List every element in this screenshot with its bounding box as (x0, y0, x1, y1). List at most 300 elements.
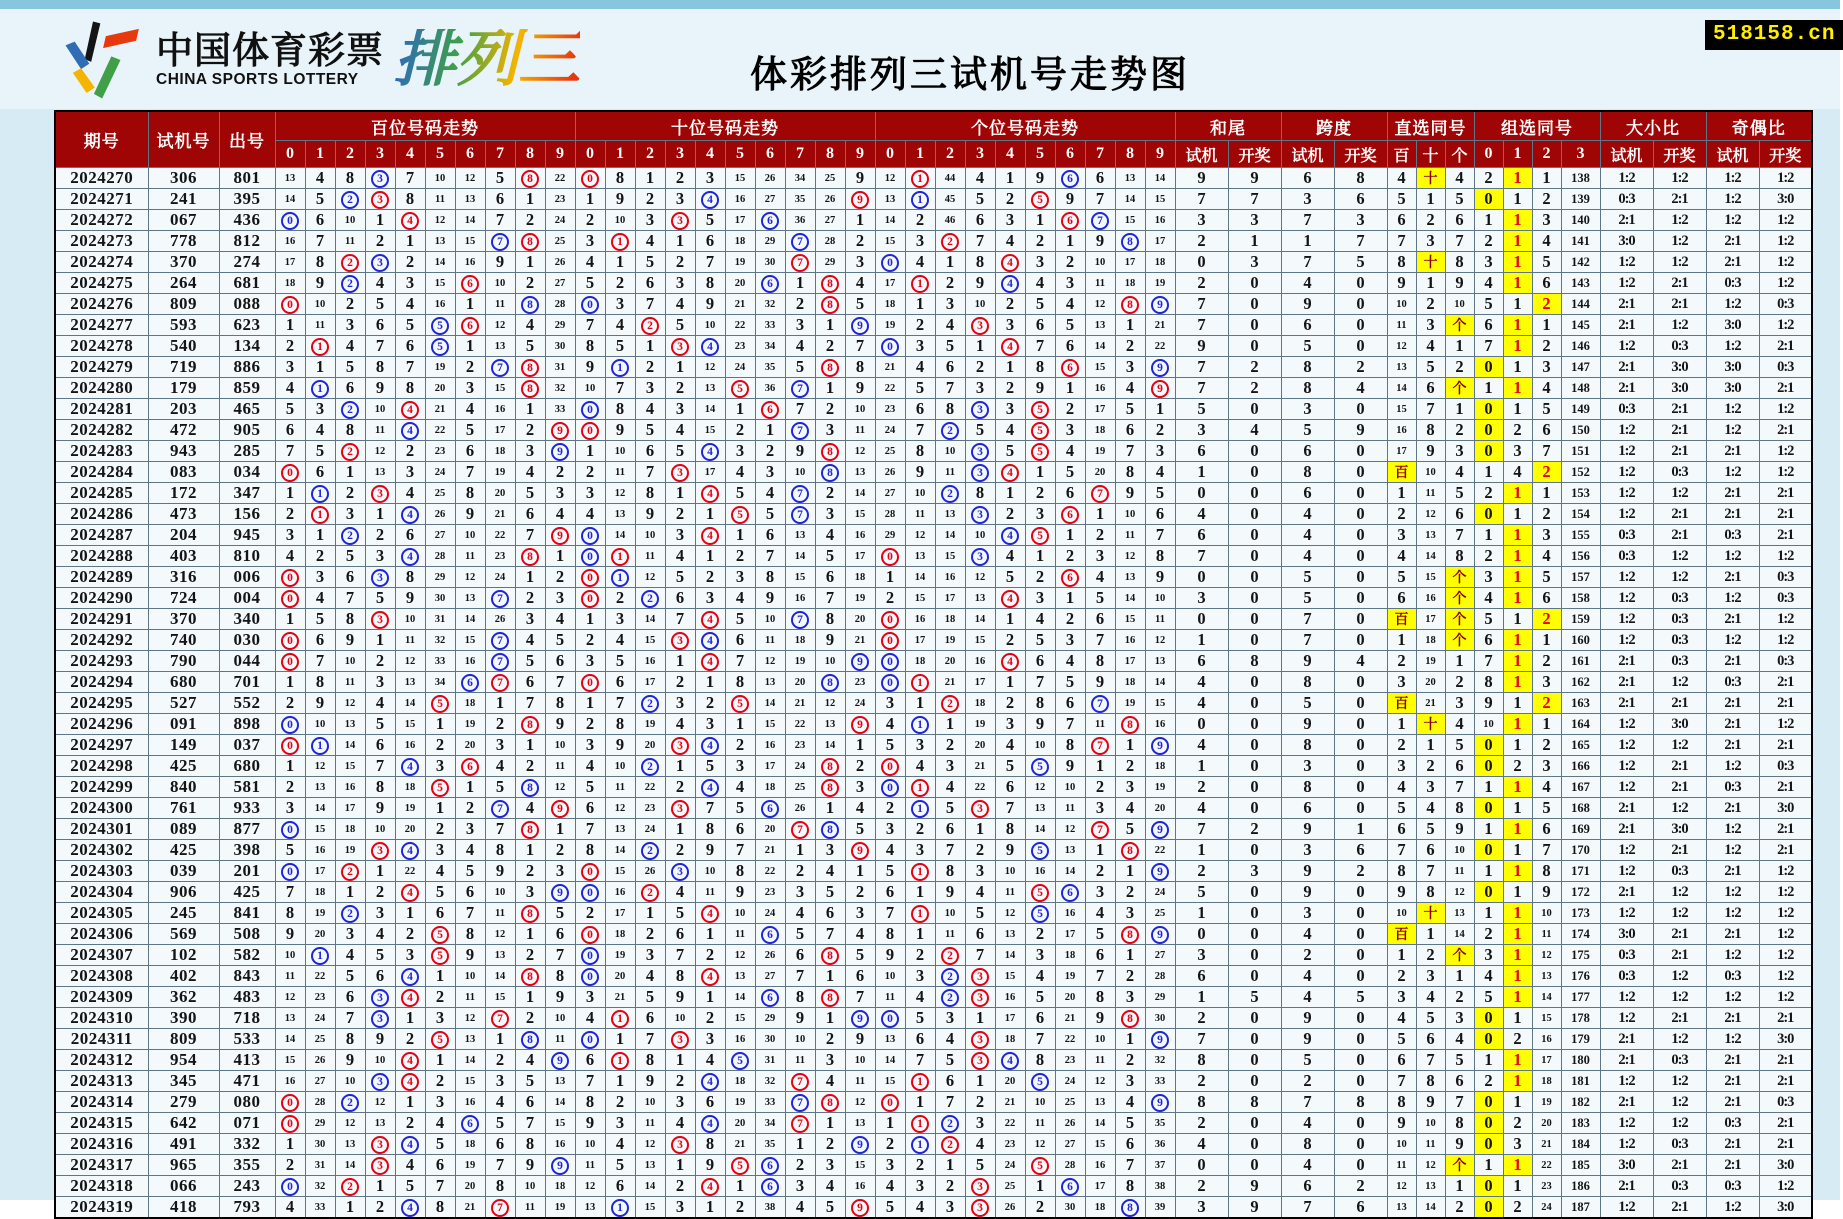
miss-count-cell: 15 (905, 588, 935, 609)
miss-count-cell: 12 (1145, 630, 1175, 651)
sum-span-cell: 6 (1281, 1176, 1334, 1197)
miss-count-cell: 17 (1145, 231, 1175, 252)
red-circle-digit: 4 (401, 401, 419, 419)
ratio-cell: 1:2 (1653, 1071, 1706, 1092)
miss-count-cell: 1 (935, 714, 965, 735)
draw-digit-cell (335, 861, 365, 882)
miss-count-cell: 35 (1145, 1113, 1175, 1134)
group-triple-count-cell: 162 (1561, 672, 1600, 693)
direct-miss-cell: 8 (1416, 1071, 1445, 1092)
miss-count-cell: 5 (845, 294, 875, 315)
ratio-cell: 2:1 (1759, 840, 1812, 861)
ratio-cell: 2:1 (1653, 1008, 1706, 1029)
miss-count-cell: 15 (965, 630, 995, 651)
ratio-cell: 2:1 (1706, 714, 1759, 735)
miss-count-cell: 6 (1145, 504, 1175, 525)
miss-count-cell: 16 (605, 882, 635, 903)
miss-count-cell: 21 (455, 1197, 485, 1219)
miss-count-cell: 8 (395, 567, 425, 588)
miss-count-cell: 14 (1055, 861, 1085, 882)
miss-count-cell: 4 (635, 399, 665, 420)
blue-circle-digit: 0 (581, 884, 599, 902)
miss-count-cell: 3 (515, 882, 545, 903)
miss-count-cell: 16 (905, 609, 935, 630)
sum-span-cell: 0 (1228, 756, 1281, 777)
miss-count-cell: 2 (365, 651, 395, 672)
group-header: 直选同号 (1387, 111, 1474, 141)
blue-circle-digit: 9 (1151, 737, 1169, 755)
miss-count-cell: 17 (755, 756, 785, 777)
miss-count-cell: 3 (305, 567, 335, 588)
miss-count-cell: 23 (545, 189, 575, 210)
miss-count-cell: 8 (575, 336, 605, 357)
group-miss-cell: 23 (1532, 1176, 1561, 1197)
draw-digit-cell (1025, 1155, 1055, 1176)
sum-span-cell: 9 (1281, 861, 1334, 882)
direct-miss-cell: 14 (1387, 378, 1416, 399)
blue-circle-digit: 7 (491, 800, 509, 818)
group-triple-count-cell: 151 (1561, 441, 1600, 462)
group-match-cell: 2 (1532, 294, 1561, 315)
blue-circle-digit: 1 (311, 380, 329, 398)
red-circle-digit: 6 (461, 758, 479, 776)
blue-circle-digit: 7 (491, 233, 509, 251)
group-triple-count-cell: 168 (1561, 798, 1600, 819)
blue-circle-digit: 9 (1151, 863, 1169, 881)
miss-count-cell: 20 (995, 1071, 1025, 1092)
miss-count-cell: 15 (1145, 189, 1175, 210)
miss-count-cell: 5 (305, 189, 335, 210)
miss-count-cell: 9 (845, 378, 875, 399)
red-circle-digit: 9 (851, 716, 869, 734)
test-digit-cell (275, 210, 305, 231)
blue-circle-digit: 9 (1151, 296, 1169, 314)
ratio-cell: 1:2 (1600, 483, 1653, 504)
sum-span-cell: 5 (1281, 336, 1334, 357)
miss-count-cell: 8 (545, 966, 575, 987)
miss-count-cell: 7 (275, 882, 305, 903)
blue-circle-digit: 0 (581, 968, 599, 986)
miss-count-cell: 8 (815, 609, 845, 630)
test-number-cell: 039 (148, 861, 219, 882)
sum-span-cell: 0 (1228, 567, 1281, 588)
ratio-cell: 2:1 (1600, 672, 1653, 693)
miss-count-cell: 1 (995, 483, 1025, 504)
blue-circle-digit: 4 (401, 1136, 419, 1154)
miss-count-cell: 1 (455, 294, 485, 315)
ratio-cell: 2:1 (1706, 798, 1759, 819)
site-url-badge[interactable]: 518158.cn (1705, 20, 1843, 50)
miss-count-cell: 32 (755, 294, 785, 315)
miss-count-cell: 4 (845, 798, 875, 819)
sum-span-cell: 4 (1281, 987, 1334, 1008)
draw-digit-cell (1025, 189, 1055, 210)
ratio-cell: 1:2 (1759, 945, 1812, 966)
test-digit-cell (335, 189, 365, 210)
sum-span-cell: 2 (1281, 1071, 1334, 1092)
draw-digit-cell (725, 693, 755, 714)
miss-count-cell: 1 (515, 840, 545, 861)
miss-count-cell: 11 (605, 777, 635, 798)
table-row (55, 420, 1812, 441)
sum-span-cell: 1 (1175, 462, 1228, 483)
miss-count-cell: 1 (635, 336, 665, 357)
test-digit-cell (575, 945, 605, 966)
direct-match-cell: 个 (1445, 378, 1474, 399)
red-circle-digit: 3 (971, 1031, 989, 1049)
miss-count-cell: 9 (575, 1113, 605, 1134)
sum-span-cell: 0 (1228, 315, 1281, 336)
sum-span-cell: 4 (1281, 273, 1334, 294)
draw-digit-cell (1145, 378, 1175, 399)
miss-count-cell: 21 (1145, 315, 1175, 336)
sub-header: 试机 (1600, 141, 1653, 168)
miss-count-cell: 2 (305, 546, 335, 567)
group-match-cell: 0 (1474, 1113, 1503, 1134)
direct-miss-cell: 7 (1387, 840, 1416, 861)
sum-span-cell: 1 (1175, 630, 1228, 651)
miss-count-cell: 7 (455, 462, 485, 483)
ratio-cell: 2:1 (1706, 693, 1759, 714)
blue-circle-digit: 7 (791, 380, 809, 398)
miss-count-cell: 5 (365, 945, 395, 966)
test-digit-cell (755, 1176, 785, 1197)
miss-count-cell: 3 (875, 693, 905, 714)
miss-count-cell: 8 (275, 903, 305, 924)
group-miss-cell: 2 (1532, 735, 1561, 756)
ratio-cell: 2:1 (1759, 336, 1812, 357)
sum-span-cell: 3 (1281, 903, 1334, 924)
test-digit-cell (545, 1050, 575, 1071)
test-digit-cell (575, 525, 605, 546)
miss-count-cell: 13 (1085, 315, 1115, 336)
test-number-cell: 540 (148, 336, 219, 357)
direct-miss-cell: 9 (1445, 819, 1474, 840)
miss-count-cell: 12 (1085, 1071, 1115, 1092)
miss-count-cell: 10 (305, 714, 335, 735)
miss-count-cell: 7 (965, 945, 995, 966)
miss-count-cell: 3 (725, 567, 755, 588)
miss-count-cell: 13 (845, 1113, 875, 1134)
red-circle-digit: 9 (551, 800, 569, 818)
issue-cell: 2024313 (55, 1071, 148, 1092)
miss-count-cell: 12 (365, 441, 395, 462)
miss-count-cell: 16 (395, 735, 425, 756)
miss-count-cell: 10 (365, 1050, 395, 1071)
miss-count-cell: 17 (725, 210, 755, 231)
red-circle-digit: 6 (461, 317, 479, 335)
miss-count-cell: 30 (1055, 1197, 1085, 1219)
miss-count-cell: 15 (605, 861, 635, 882)
miss-count-cell: 17 (935, 588, 965, 609)
miss-count-cell: 10 (575, 1134, 605, 1155)
miss-count-cell: 9 (1085, 1008, 1115, 1029)
miss-count-cell: 2 (1085, 777, 1115, 798)
miss-count-cell: 1 (815, 1008, 845, 1029)
group-triple-count-cell: 158 (1561, 588, 1600, 609)
table-row (55, 945, 1812, 966)
miss-count-cell: 4 (935, 777, 965, 798)
blue-circle-digit: 5 (731, 1052, 749, 1070)
miss-count-cell: 4 (275, 546, 305, 567)
miss-count-cell: 16 (455, 252, 485, 273)
sum-span-cell: 7 (1175, 378, 1228, 399)
miss-count-cell: 3 (995, 315, 1025, 336)
miss-count-cell: 5 (335, 546, 365, 567)
test-digit-cell (935, 987, 965, 1008)
miss-count-cell: 9 (1025, 378, 1055, 399)
miss-count-cell: 8 (1115, 1176, 1145, 1197)
test-number-cell: 740 (148, 630, 219, 651)
group-match-cell: 0 (1474, 1134, 1503, 1155)
group-miss-cell: 18 (1532, 1071, 1561, 1092)
miss-count-cell: 6 (785, 945, 815, 966)
miss-count-cell: 23 (995, 1134, 1025, 1155)
red-circle-digit: 7 (1091, 821, 1109, 839)
miss-count-cell: 15 (1145, 693, 1175, 714)
miss-count-cell: 5 (845, 819, 875, 840)
miss-count-cell: 10 (305, 294, 335, 315)
miss-count-cell: 6 (965, 210, 995, 231)
miss-count-cell: 16 (1145, 714, 1175, 735)
miss-count-cell: 10 (815, 651, 845, 672)
ratio-cell: 0:3 (1600, 525, 1653, 546)
blue-circle-digit: 8 (821, 821, 839, 839)
miss-count-cell: 15 (1115, 210, 1145, 231)
miss-count-cell: 6 (335, 567, 365, 588)
draw-digit-cell (485, 1008, 515, 1029)
issue-cell: 2024316 (55, 1134, 148, 1155)
group-miss-cell: 2 (1474, 546, 1503, 567)
group-miss-cell: 1 (1503, 399, 1532, 420)
group-match-cell: 2 (1532, 462, 1561, 483)
draw-digit-cell (785, 819, 815, 840)
draw-digit-cell (1025, 441, 1055, 462)
sum-span-cell: 5 (1175, 399, 1228, 420)
miss-count-cell: 7 (665, 945, 695, 966)
miss-count-cell: 10 (335, 1071, 365, 1092)
miss-count-cell: 1 (605, 1071, 635, 1092)
draw-digit-cell (575, 567, 605, 588)
miss-count-cell: 21 (875, 357, 905, 378)
ratio-cell: 1:2 (1653, 735, 1706, 756)
draw-number-cell: 552 (219, 693, 275, 714)
direct-miss-cell: 10 (1445, 840, 1474, 861)
table-row (55, 777, 1812, 798)
miss-count-cell: 10 (455, 966, 485, 987)
miss-count-cell: 24 (425, 462, 455, 483)
sum-span-cell: 0 (1175, 924, 1228, 945)
ratio-cell: 1:2 (1706, 882, 1759, 903)
ratio-cell: 1:2 (1653, 1029, 1706, 1050)
miss-count-cell: 2 (545, 462, 575, 483)
miss-count-cell: 3 (905, 336, 935, 357)
miss-count-cell: 14 (605, 840, 635, 861)
miss-count-cell: 18 (1055, 945, 1085, 966)
draw-digit-cell (965, 1197, 995, 1219)
test-number-cell: 204 (148, 525, 219, 546)
group-match-cell: 1 (1503, 168, 1532, 189)
miss-count-cell: 20 (635, 735, 665, 756)
miss-count-cell: 8 (995, 819, 1025, 840)
miss-count-cell: 3 (845, 903, 875, 924)
miss-count-cell: 5 (365, 588, 395, 609)
sum-span-cell: 8 (1334, 168, 1387, 189)
blue-circle-digit: 0 (881, 338, 899, 356)
sub-header: 2 (1532, 141, 1561, 168)
miss-count-cell: 13 (275, 1008, 305, 1029)
miss-count-cell: 16 (785, 588, 815, 609)
miss-count-cell: 21 (485, 504, 515, 525)
group-triple-count-cell: 165 (1561, 735, 1600, 756)
issue-cell: 2024308 (55, 966, 148, 987)
blue-circle-digit: 4 (401, 1199, 419, 1217)
red-circle-digit: 0 (581, 569, 599, 587)
miss-count-cell: 10 (845, 399, 875, 420)
draw-digit-cell (515, 231, 545, 252)
sub-header: 开奖 (1334, 141, 1387, 168)
group-miss-cell: 2 (1474, 168, 1503, 189)
ratio-cell: 0:3 (1600, 945, 1653, 966)
miss-count-cell: 1 (1085, 504, 1115, 525)
group-triple-count-cell: 185 (1561, 1155, 1600, 1176)
miss-count-cell: 6 (1025, 651, 1055, 672)
test-digit-cell (305, 945, 335, 966)
sum-span-cell: 3 (1228, 861, 1281, 882)
ratio-cell: 0:3 (1759, 294, 1812, 315)
miss-count-cell: 22 (635, 777, 665, 798)
ratio-cell: 1:2 (1759, 882, 1812, 903)
ratio-cell: 1:2 (1600, 462, 1653, 483)
sub-header: 9 (545, 141, 575, 168)
direct-miss-cell: 7 (1387, 1071, 1416, 1092)
miss-count-cell: 1 (905, 1092, 935, 1113)
miss-count-cell: 12 (905, 525, 935, 546)
miss-count-cell: 2 (575, 462, 605, 483)
miss-count-cell: 6 (1025, 1008, 1055, 1029)
miss-count-cell: 2 (1025, 231, 1055, 252)
table-row (55, 693, 1812, 714)
group-miss-cell: 6 (1532, 420, 1561, 441)
draw-digit-cell (875, 756, 905, 777)
miss-count-cell: 12 (455, 1008, 485, 1029)
sum-span-cell: 6 (1281, 168, 1334, 189)
test-digit-cell (1055, 168, 1085, 189)
sum-span-cell: 0 (1228, 588, 1281, 609)
blue-circle-digit: 2 (641, 842, 659, 860)
miss-count-cell: 5 (305, 609, 335, 630)
miss-count-cell: 4 (935, 315, 965, 336)
miss-count-cell: 17 (305, 861, 335, 882)
miss-count-cell: 1 (695, 924, 725, 945)
direct-miss-cell: 11 (1416, 483, 1445, 504)
ratio-cell: 0:3 (1706, 273, 1759, 294)
miss-count-cell: 5 (515, 336, 545, 357)
miss-count-cell: 10 (425, 168, 455, 189)
red-circle-digit: 2 (341, 254, 359, 272)
blue-circle-digit: 0 (581, 548, 599, 566)
miss-count-cell: 15 (485, 378, 515, 399)
miss-count-cell: 2 (785, 294, 815, 315)
miss-count-cell: 3 (875, 1155, 905, 1176)
miss-count-cell: 12 (305, 756, 335, 777)
direct-miss-cell: 9 (1445, 273, 1474, 294)
miss-count-cell: 10 (1025, 1092, 1055, 1113)
miss-count-cell: 6 (935, 819, 965, 840)
miss-count-cell: 9 (785, 441, 815, 462)
miss-count-cell: 1 (845, 210, 875, 231)
miss-count-cell: 7 (695, 798, 725, 819)
table-row (55, 168, 1812, 189)
draw-number-cell: 004 (219, 588, 275, 609)
draw-digit-cell (665, 210, 695, 231)
sum-span-cell: 9 (1175, 168, 1228, 189)
direct-miss-cell: 8 (1387, 861, 1416, 882)
test-digit-cell (305, 378, 335, 399)
draw-digit-cell (815, 441, 845, 462)
miss-count-cell: 3 (335, 315, 365, 336)
miss-count-cell: 4 (395, 483, 425, 504)
miss-count-cell: 9 (485, 861, 515, 882)
ratio-cell: 1:2 (1600, 1197, 1653, 1219)
red-circle-digit: 0 (581, 422, 599, 440)
miss-count-cell: 8 (725, 672, 755, 693)
sum-span-cell: 3 (1334, 210, 1387, 231)
sum-span-cell: 0 (1228, 798, 1281, 819)
test-digit-cell (875, 252, 905, 273)
draw-digit-cell (395, 399, 425, 420)
miss-count-cell: 3 (485, 735, 515, 756)
red-circle-digit: 4 (1001, 464, 1019, 482)
miss-count-cell: 10 (575, 378, 605, 399)
group-triple-count-cell: 155 (1561, 525, 1600, 546)
group-match-cell: 0 (1474, 420, 1503, 441)
draw-number-cell: 413 (219, 1050, 275, 1071)
test-digit-cell (965, 441, 995, 462)
miss-count-cell: 13 (395, 672, 425, 693)
draw-digit-cell (1085, 483, 1115, 504)
sum-span-cell: 1 (1175, 987, 1228, 1008)
sub-header: 7 (1085, 141, 1115, 168)
miss-count-cell: 1 (575, 693, 605, 714)
sum-span-cell: 0 (1175, 567, 1228, 588)
direct-miss-cell: 6 (1416, 840, 1445, 861)
test-digit-cell (785, 1092, 815, 1113)
miss-count-cell: 3 (695, 1029, 725, 1050)
draw-number-cell: 243 (219, 1176, 275, 1197)
miss-count-cell: 1 (1145, 399, 1175, 420)
miss-count-cell: 22 (725, 315, 755, 336)
miss-count-cell: 4 (845, 273, 875, 294)
miss-count-cell: 4 (1085, 567, 1115, 588)
ratio-cell: 3:0 (1653, 357, 1706, 378)
miss-count-cell: 8 (875, 924, 905, 945)
direct-miss-cell: 11 (1387, 315, 1416, 336)
miss-count-cell: 20 (395, 819, 425, 840)
miss-count-cell: 20 (1055, 987, 1085, 1008)
miss-count-cell: 18 (545, 1176, 575, 1197)
miss-count-cell: 27 (755, 966, 785, 987)
table-row (55, 336, 1812, 357)
miss-count-cell: 6 (365, 966, 395, 987)
miss-count-cell: 20 (1085, 462, 1115, 483)
miss-count-cell: 2 (665, 168, 695, 189)
direct-match-cell: 十 (1416, 714, 1445, 735)
group-triple-count-cell: 150 (1561, 420, 1600, 441)
ratio-cell: 3:0 (1653, 714, 1706, 735)
red-circle-digit: 3 (371, 1157, 389, 1175)
test-digit-cell (785, 504, 815, 525)
